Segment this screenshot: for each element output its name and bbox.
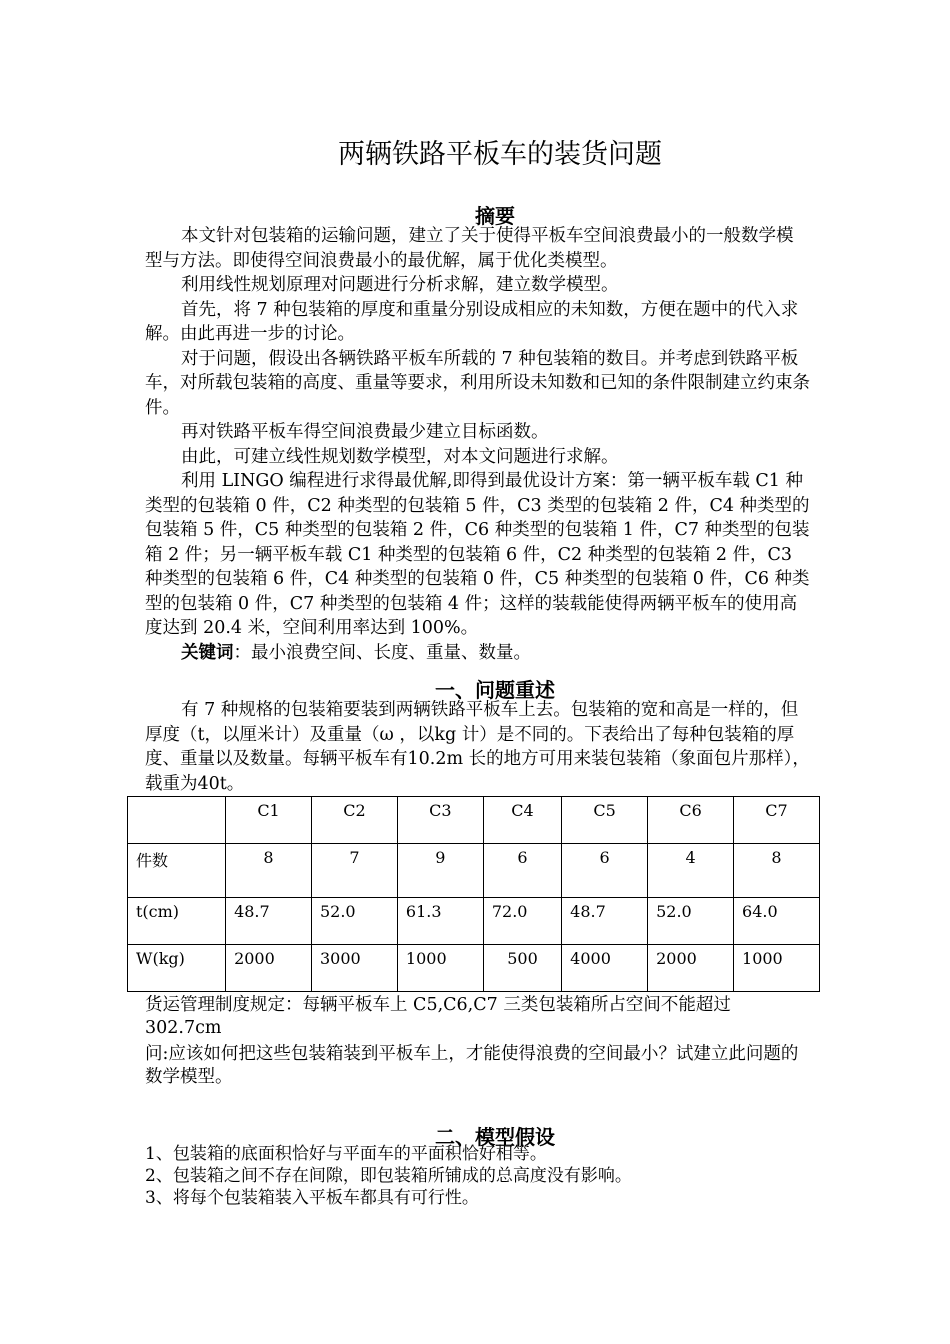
abstract-heading: 摘要 <box>475 204 515 228</box>
problem-intro: 有 7 种规格的包装箱要装到两辆铁路平板车上去。包装箱的宽和高是一样的，但厚度（t，以厘米计）及重量（ω ，以kg 计）是不同的。下表给出了每种包装箱的厚度、重量以及数量。每辆平板车有10.2m 长的地方可用来装包装箱（象面包片那样），载重为40t。 <box>145 700 810 794</box>
table-cell: 72.0 <box>483 897 561 944</box>
table-header-cell: C4 <box>483 797 561 844</box>
table-cell: 6 <box>562 844 648 898</box>
section2-heading: 二、模型假设 <box>435 1125 555 1149</box>
table-cell: 3000 <box>311 944 397 991</box>
table-cell: 1000 <box>397 944 483 991</box>
abstract-paragraph: 由此，可建立线性规划数学模型，对本文问题进行求解。 <box>181 446 619 467</box>
keywords-label: 关键词 <box>181 642 234 663</box>
table-cell: 7 <box>311 844 397 898</box>
question-text: 问:应该如何把这些包装箱装到平板车上，才能使得浪费的空间最小？试建立此问题的数学模型。 <box>145 1044 799 1087</box>
table-cell: 8 <box>226 844 312 898</box>
assumption-list <box>145 1143 810 1209</box>
table-row <box>128 844 820 898</box>
table-cell: 500 <box>483 944 561 991</box>
table-cell: 64.0 <box>734 897 820 944</box>
keywords-text: ：最小浪费空间、长度、重量、数量。 <box>233 642 531 663</box>
abstract-paragraph: 再对铁路平板车得空间浪费最少建立目标函数。 <box>181 422 549 442</box>
table-cell <box>128 797 226 844</box>
table-cell: 48.7 <box>226 897 312 944</box>
table-cell: 8 <box>734 844 820 898</box>
table-header-cell: C3 <box>397 797 483 844</box>
table-header-cell: C1 <box>226 797 312 844</box>
table-header-cell: C5 <box>562 797 648 844</box>
abstract-paragraph: 首先，将 7 种包装箱的厚度和重量分别设成相应的未知数，方便在题中的代入求解。由此再进一步的讨论。 <box>145 299 799 344</box>
abstract-paragraph: 本文针对包装箱的运输问题，建立了关于使得平板车空间浪费最小的一般数学模型与方法。即使得空间浪费最小的最优解，属于优化类模型。 <box>145 226 794 271</box>
table-cell: 2000 <box>648 944 734 991</box>
abstract-paragraph: 对于问题，假设出各辆铁路平板车所载的 7 种包装箱的数目。并考虑到铁路平板车，对所载包装箱的高度、重量等要求，利用所设未知数和已知的条件限制建立约束条件。 <box>145 348 810 418</box>
keywords-line <box>145 641 810 666</box>
rule-text: 货运管理制度规定：每辆平板车上 C5,C6,C7 三类包装箱所占空间不能超过 302.7cm <box>145 995 731 1038</box>
table-row-label: 件数 <box>128 844 226 898</box>
table-header-cell: C6 <box>648 797 734 844</box>
table-cell: 4 <box>648 844 734 898</box>
table-cell: 52.0 <box>311 897 397 944</box>
list-item: 3、将每个包装箱装入平板车都具有可行性。 <box>145 1188 479 1208</box>
list-item: 1、包装箱的底面积恰好与平面车的平面积恰好相等。 <box>145 1144 547 1164</box>
spec-table <box>127 796 820 992</box>
table-header-row <box>128 797 820 844</box>
table-row-label: W(kg) <box>128 944 226 991</box>
table-row <box>128 944 820 991</box>
table-cell: 1000 <box>734 944 820 991</box>
table-header-cell: C2 <box>311 797 397 844</box>
table-cell: 9 <box>397 844 483 898</box>
abstract-paragraph: 利用 LINGO 编程进行求得最优解,即得到最优设计方案：第一辆平板车载 C1 种类型的包装箱 0 件，C2 种类型的包装箱 5 件，C3 类型的包装箱 2 件，C4 种类型的包装箱 5 件，C5 种类型的包装箱 2 件，C6 种类型的包装箱 1 件，C7 种类型的包装箱 2 件；另一辆平板车载 C1 种类型的包装箱 6 件，C2 种类型的包装箱 2 件，C3 种类型的包装箱 6 件，C4 种类型的包装箱 0 件，C5 种类型的包装箱 0 件，C6 种类型的包装箱 0 件，C7 种类型的包装箱 4 件；这样的装载能使得两辆平板车的使用高度达到 20.4 米，空间利用率达到 100%。 <box>145 471 810 638</box>
table-cell: 2000 <box>226 944 312 991</box>
table-header-cell: C7 <box>734 797 820 844</box>
table-cell: 52.0 <box>648 897 734 944</box>
table-row-label: t(cm) <box>128 897 226 944</box>
abstract-body <box>145 224 810 665</box>
table-cell: 61.3 <box>397 897 483 944</box>
abstract-paragraph: 利用线性规划原理对问题进行分析求解，建立数学模型。 <box>181 275 619 295</box>
document-title: 两辆铁路平板车的装货问题 <box>338 139 662 170</box>
list-item: 2、包装箱之间不存在间隙，即包装箱所铺成的总高度没有影响。 <box>145 1166 632 1186</box>
section1-heading: 一、问题重述 <box>435 678 555 702</box>
table-cell: 4000 <box>562 944 648 991</box>
table-row <box>128 897 820 944</box>
table-cell: 48.7 <box>562 897 648 944</box>
table-cell: 6 <box>483 844 561 898</box>
